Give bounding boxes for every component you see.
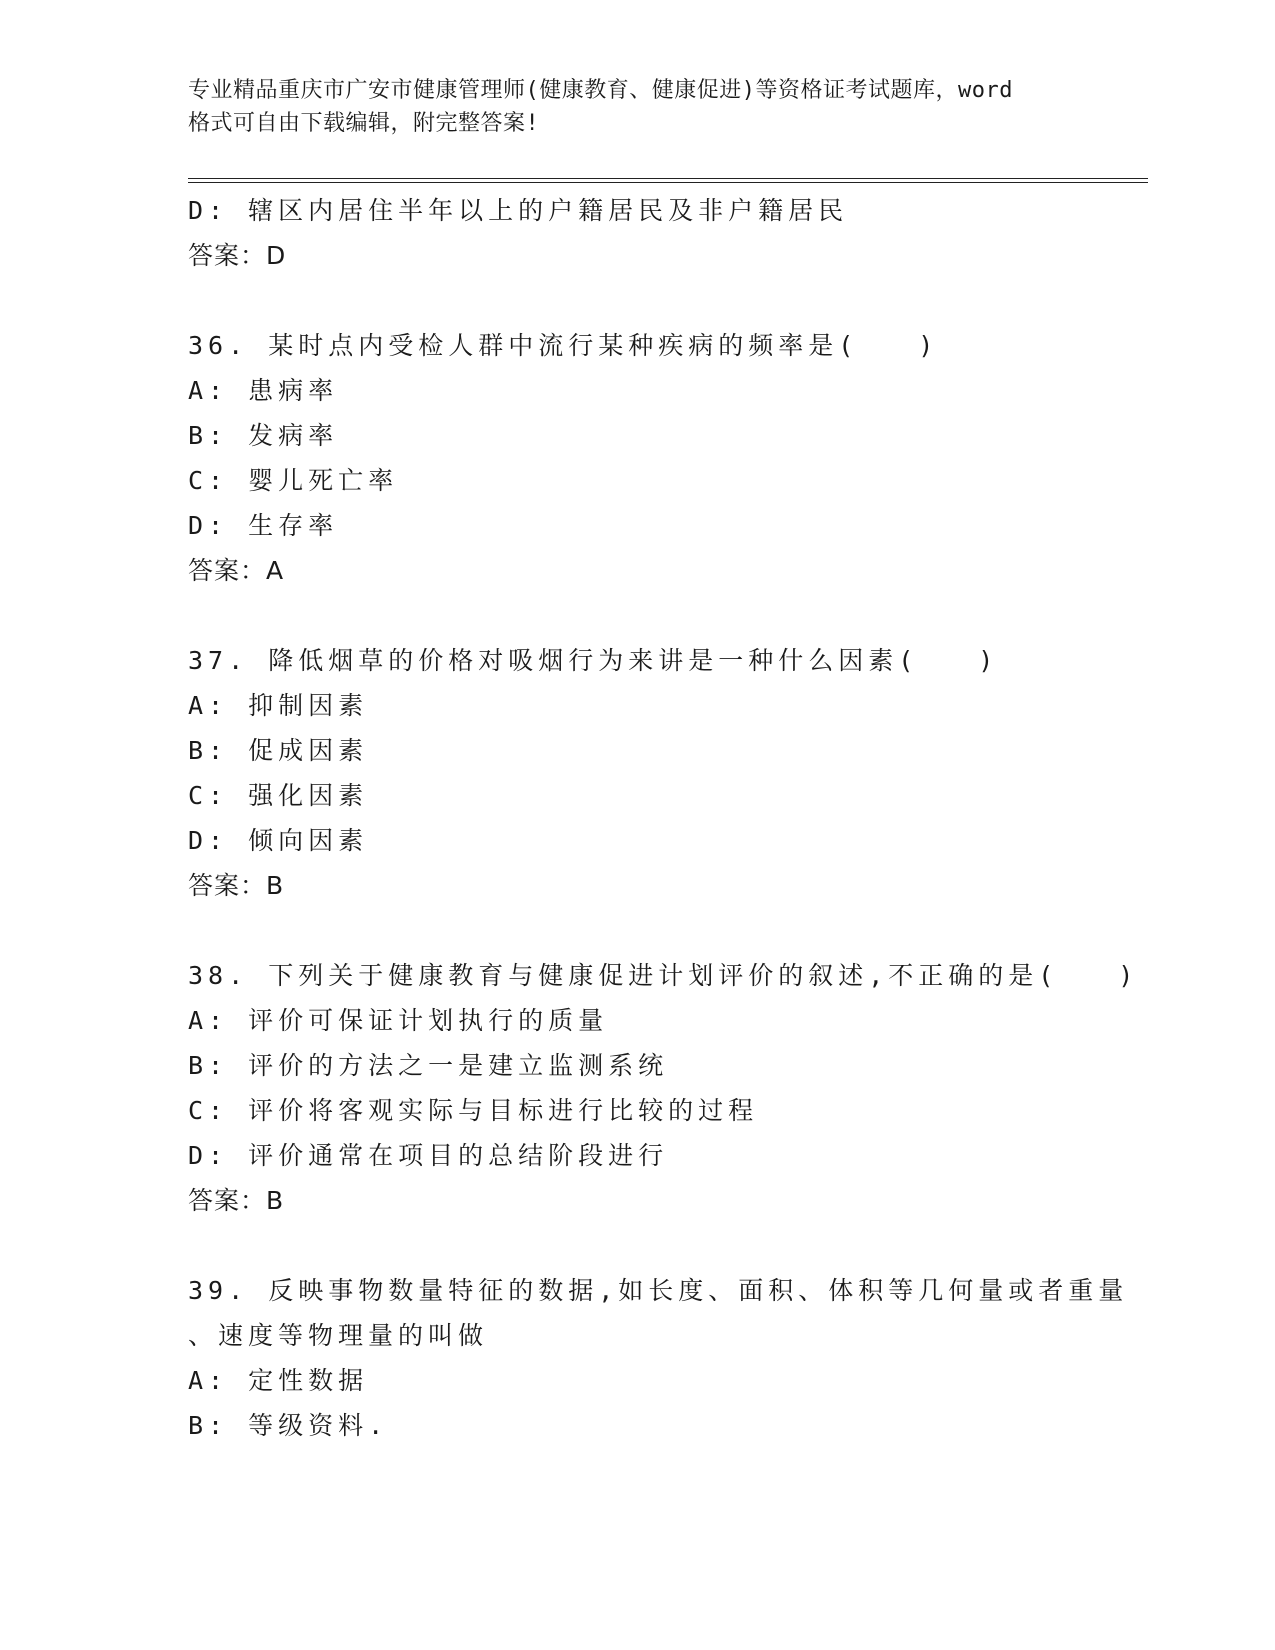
header-line-2: 格式可自由下载编辑，附完整答案!: [188, 111, 540, 136]
option-a: A: 评价可保证计划执行的质量: [188, 1006, 609, 1035]
spacer: [188, 908, 1148, 953]
header-line-1: 专业精品重庆市广安市健康管理师(健康教育、健康促进)等资格证考试题库，word: [188, 78, 1013, 103]
spacer: [188, 593, 1148, 638]
option-d: D: 评价通常在项目的总结阶段进行: [188, 1141, 669, 1170]
question-stem: 36. 某时点内受检人群中流行某种疾病的频率是( ): [188, 331, 939, 360]
question-39: [188, 1268, 1148, 1448]
option-b: B: 评价的方法之一是建立监测系统: [188, 1051, 669, 1080]
option-a: A: 患病率: [188, 376, 339, 405]
question-38: [188, 953, 1148, 1223]
option-b: B: 等级资料.: [188, 1411, 389, 1440]
question-stem-line-1: 39. 反映事物数量特征的数据,如长度、面积、体积等几何量或者重量: [188, 1276, 1129, 1305]
option-a: A: 定性数据: [188, 1366, 369, 1395]
question-stem-line-2: 、速度等物理量的叫做: [188, 1321, 489, 1350]
spacer: [188, 278, 1148, 323]
answer-label: 答案：B: [188, 1186, 285, 1215]
question-list: [188, 188, 1148, 1448]
option-c: C: 强化因素: [188, 781, 369, 810]
option-c: C: 评价将客观实际与目标进行比较的过程: [188, 1096, 759, 1125]
option-c: C: 婴儿死亡率: [188, 466, 399, 495]
answer-label: 答案：A: [188, 556, 285, 585]
option-b: B: 促成因素: [188, 736, 369, 765]
option-a: A: 抑制因素: [188, 691, 369, 720]
option-d: D: 倾向因素: [188, 826, 369, 855]
option-d: D: 生存率: [188, 511, 339, 540]
spacer: [188, 1223, 1148, 1268]
document-page: [188, 0, 1148, 1650]
answer-label: 答案：D: [188, 241, 287, 270]
header-divider: [188, 178, 1148, 183]
question-36: [188, 323, 1148, 593]
question-stem: 37. 降低烟草的价格对吸烟行为来讲是一种什么因素( ): [188, 646, 999, 675]
option-b: B: 发病率: [188, 421, 339, 450]
question-stem: 38. 下列关于健康教育与健康促进计划评价的叙述,不正确的是( ): [188, 961, 1139, 990]
answer-label: 答案：B: [188, 871, 285, 900]
question-37: [188, 638, 1148, 908]
option-d: D: 辖区内居住半年以上的户籍居民及非户籍居民: [188, 196, 849, 225]
document-header: [188, 74, 1088, 140]
